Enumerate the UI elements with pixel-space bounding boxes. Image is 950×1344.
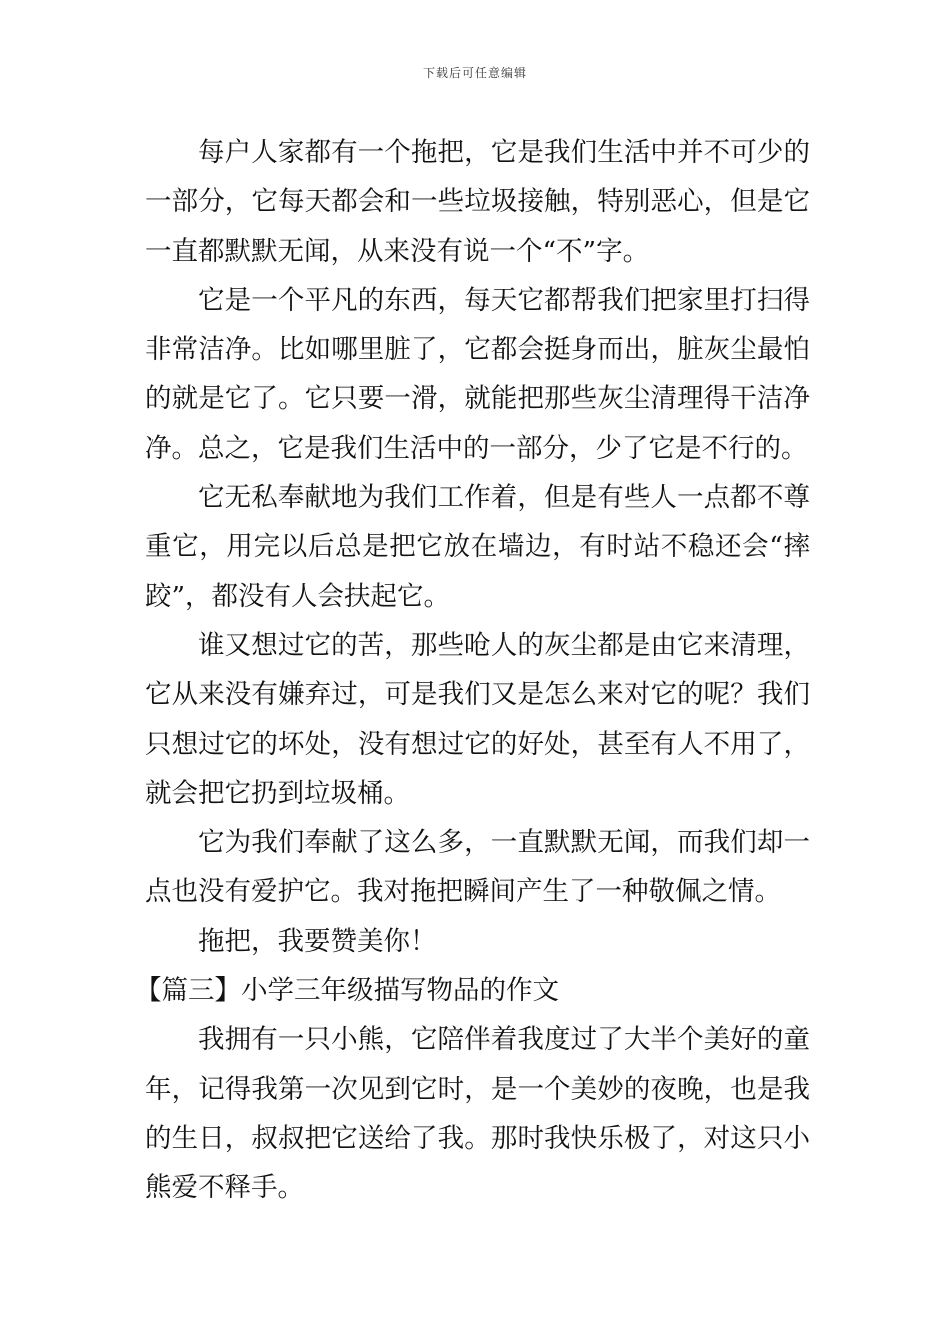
paragraph: 谁又想过它的苦，那些呛人的灰尘都是由它来清理，它从来没有嫌弃过，可是我们又是怎么来对它的呢？我们只想过它的坏处，没有想过它的好处，甚至有人不用了，就会把它扔到垃圾桶。 <box>145 629 810 809</box>
paragraph: 它无私奉献地为我们工作着，但是有些人一点都不尊重它，用完以后总是把它放在墙边，有时站不稳还会“摔跤”，都没有人会扶起它。 <box>145 482 810 612</box>
document-body <box>135 128 810 1213</box>
paragraph: 我拥有一只小熊，它陪伴着我度过了大半个美好的童年，记得我第一次见到它时，是一个美妙的夜晚，也是我的生日，叔叔把它送给了我。那时我快乐极了，对这只小熊爱不释手。 <box>145 1024 810 1204</box>
paragraph: 每户人家都有一个拖把，它是我们生活中并不可少的一部分，它每天都会和一些垃圾接触，特别恶心，但是它一直都默默无闻，从来没有说一个“不”字。 <box>145 137 810 267</box>
header-note: 下载后可任意编辑 <box>422 66 527 80</box>
paragraph: 它为我们奉献了这么多，一直默默无闻，而我们却一点也没有爱护它。我对拖把瞬间产生了一种敬佩之情。 <box>145 827 810 908</box>
paragraph: 它是一个平凡的东西，每天它都帮我们把家里打扫得非常洁净。比如哪里脏了，它都会挺身而出，脏灰尘最怕的就是它了。它只要一滑，就能把那些灰尘清理得干洁净净。总之，它是我们生活中的一部分，少了它是不行的。 <box>145 284 810 464</box>
paragraph: 拖把，我要赞美你！ <box>198 925 437 957</box>
section-heading: 【篇三】小学三年级描写物品的作文 <box>135 975 559 1007</box>
